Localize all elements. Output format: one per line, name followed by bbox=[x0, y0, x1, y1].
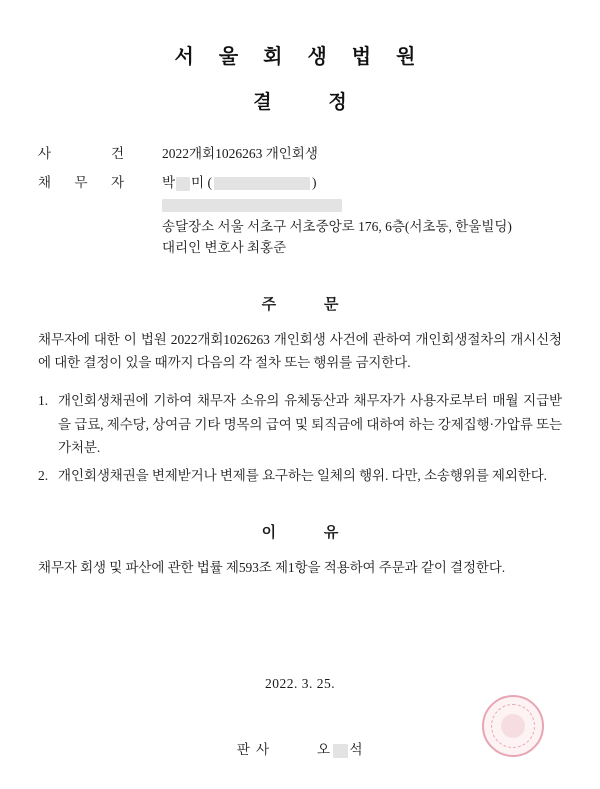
case-info-block bbox=[38, 144, 562, 259]
case-number-row bbox=[38, 144, 562, 164]
case-number-label bbox=[38, 144, 124, 164]
list-item bbox=[38, 464, 562, 488]
judge-name bbox=[317, 738, 363, 758]
document-page bbox=[0, 40, 600, 789]
redaction-block-address bbox=[162, 199, 342, 212]
list-item-text: 개인회생채권을 변제받거나 변제를 요구하는 일체의 행위. 다만, 소송행위를 제외한다. bbox=[58, 467, 547, 483]
redaction-block-id bbox=[214, 177, 310, 190]
legal-agent: 대리인 변호사 최홍준 bbox=[162, 240, 287, 256]
debtor-name-line bbox=[162, 173, 562, 193]
official-seal-stamp bbox=[482, 695, 544, 757]
case-label-char-2: 건 bbox=[110, 146, 124, 161]
debtor-paren-close: ) bbox=[311, 175, 317, 191]
document-type-heading: 결 정 bbox=[253, 92, 373, 113]
service-address: 송달장소 서울 서초구 서초중앙로 176, 6층(서초동, 한울빌딩) bbox=[162, 218, 512, 234]
case-number-value: 2022개회1026263 개인회생 bbox=[162, 146, 318, 161]
list-item-text: 개인회생채권에 기하여 채무자 소유의 유체동산과 채무자가 사용자로부터 매월 지급받을 급료, 제수당, 상여금 기타 명목의 급여 및 퇴직금에 대하여 하는 강제집행·가압류 또는 가처분. bbox=[58, 392, 562, 456]
court-title: 서 울 회 생 법 원 bbox=[174, 46, 426, 68]
debtor-row bbox=[38, 173, 562, 258]
reason-heading: 이 유 bbox=[261, 525, 361, 542]
reason-paragraph: 채무자 회생 및 파산에 관한 법률 제593조 제1항을 적용하여 주문과 같이 결정한다. bbox=[38, 560, 506, 576]
list-item-number: 2. bbox=[38, 467, 49, 483]
main-text-paragraph: 채무자에 대한 이 법원 2022개회1026263 개인회생 사건에 관하여 개인회생절차의 개시신청에 대한 결정이 있을 때까지 다음의 각 절차 또는 행위를 금지한다. bbox=[38, 331, 562, 371]
judge-label: 판사 bbox=[236, 742, 275, 758]
debtor-value bbox=[124, 173, 562, 258]
main-text-heading: 주 문 bbox=[261, 296, 361, 313]
judge-surname: 오 bbox=[317, 742, 331, 758]
prohibited-actions-list bbox=[38, 389, 562, 488]
judge-signature-line bbox=[38, 738, 562, 758]
case-label-char-1: 사 bbox=[38, 146, 52, 161]
debtor-paren-open: ( bbox=[207, 175, 212, 191]
decision-date: 2022. 3. 25. bbox=[264, 676, 336, 692]
judge-given-name: 석 bbox=[349, 742, 364, 758]
list-item bbox=[38, 389, 562, 460]
debtor-name-prefix: 박 bbox=[162, 175, 176, 191]
redaction-block-judge-name bbox=[333, 744, 348, 758]
debtor-label bbox=[38, 173, 124, 193]
debtor-label-char-3: 자 bbox=[110, 175, 124, 191]
debtor-label-char-2: 무 bbox=[74, 175, 88, 191]
list-item-number: 1. bbox=[38, 392, 49, 408]
debtor-name-suffix: 미 bbox=[191, 175, 205, 191]
redaction-block-name bbox=[176, 177, 190, 191]
debtor-label-char-1: 채 bbox=[38, 175, 52, 191]
seal-core bbox=[501, 714, 525, 738]
